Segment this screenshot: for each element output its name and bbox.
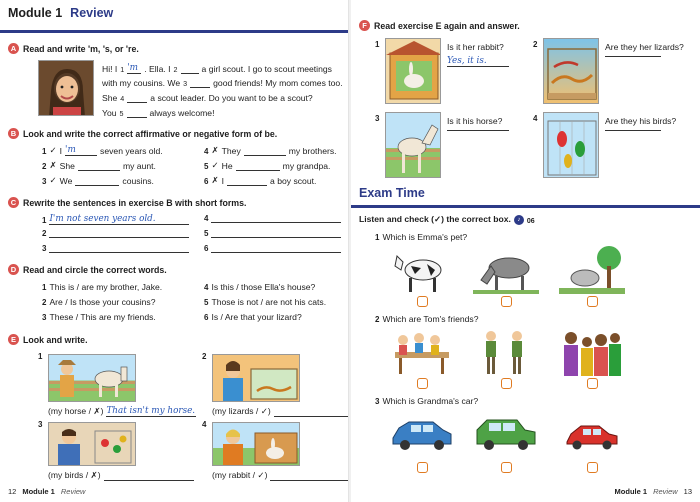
donkey-icon <box>473 244 539 294</box>
donkey-picture <box>473 244 539 294</box>
b-answer-2[interactable] <box>78 170 120 171</box>
blue-car-icon <box>389 408 455 458</box>
scouts-icon <box>473 326 539 376</box>
c-item-5: 5 <box>204 229 341 238</box>
e-item-4: (my rabbit / ✓) <box>212 470 350 481</box>
c-item-6: 6 <box>204 244 341 253</box>
c-item-1: 1 I'm not seven years old. <box>42 214 189 225</box>
exam-q1: 1 Which is Emma's pet? <box>375 232 468 242</box>
section-badge-d: D <box>8 264 19 275</box>
checkbox-q3-b[interactable] <box>501 462 512 473</box>
left-page: Module 1 Review A Read and write 'm, 's, or 're. Hi! I 1 'm . Ella. I 2 a girl scout. I go to scout meetings with my cousins. We 3 good friends! My mom comes too. She 4 a scout leader. Do you want to be a scout? You 5 always welcome! B Look and write the correct affirmative or negative form of be. 1 ✓ I 'm seven years old. 2 ✗ She my aunt. 3 ✓ We cousins. 4 ✗ They my brothers. 5 ✓ He my grandpa. 6 ✗ I a boy scout. C Rewrite the sentences in exercise B with short forms. 1 I'm not seven years old. 2 3 4 5 6 D Read and circle the correct words. 1 This is / are my brother, Jake. 2 Are / Is those your cousins? 3 These / This are my friends. 4 Is this / those Ella's house? 5 Those is not / are not his cats. 6 Is / Are that your lizard? E Look and write. 1 (my horse / ✗) That isn't my horse. 2 (my lizards / ✓) 3 (my birds / ✗) 4 (my rabbit / ✓) 12 Module 1 Review <box>0 0 349 502</box>
goat-icon <box>389 244 455 294</box>
a-line-1: Hi! I 1 'm . Ella. I 2 a girl scout. I go to scout meetings <box>102 63 332 74</box>
lizards-icon <box>213 355 300 402</box>
c-item-3: 3 <box>42 244 189 253</box>
sheep-tree-picture <box>559 244 625 294</box>
birds-picture <box>48 422 136 466</box>
module-label: Module 1 <box>8 6 63 20</box>
e-answer-1[interactable]: That isn't my horse. <box>106 406 196 416</box>
section-badge-c: C <box>8 197 19 208</box>
page-title: Review <box>70 6 114 20</box>
group-people-icon <box>559 326 625 376</box>
section-f <box>359 20 689 31</box>
sheep-tree-icon <box>559 244 625 294</box>
d-item-5[interactable]: 5 Those is not / are not his cats. <box>204 297 327 307</box>
f-answer-2[interactable] <box>605 56 661 57</box>
horse-icon <box>49 355 136 402</box>
a-blank-3[interactable] <box>190 87 210 88</box>
d-item-1[interactable]: 1 This is / are my brother, Jake. <box>42 282 163 292</box>
c-answer-3[interactable] <box>49 252 189 253</box>
hutch-rabbit-icon <box>386 39 441 104</box>
b-item-3: 3 ✓ We cousins. <box>42 175 154 186</box>
f-lizards-picture <box>543 38 599 104</box>
f-answer-3[interactable] <box>447 130 509 131</box>
a-blank-2[interactable] <box>181 73 199 74</box>
instruction-a: Read and write 'm, 's, or 're. <box>23 43 139 54</box>
c-answer-2[interactable] <box>49 237 189 238</box>
audio-icon[interactable]: ♪ <box>514 215 524 225</box>
birds-icon <box>49 423 136 466</box>
green-car-picture <box>473 408 539 458</box>
instruction-f: Read exercise E again and answer. <box>374 20 520 31</box>
d-item-6[interactable]: 6 Is / Are that your lizard? <box>204 312 302 322</box>
section-c <box>8 197 338 208</box>
section-badge-f: F <box>359 20 370 31</box>
c-item-2: 2 <box>42 229 189 238</box>
checkbox-q2-a[interactable] <box>417 378 428 389</box>
a-blank-4[interactable] <box>127 102 147 103</box>
f-birds-picture <box>543 112 599 178</box>
goat-picture <box>389 244 455 294</box>
exam-instruction: Listen and check (✓) the correct box. <box>359 214 511 224</box>
section-badge-a: A <box>8 43 19 54</box>
b-item-5: 5 ✓ He my grandpa. <box>204 160 331 171</box>
page-header <box>0 0 113 26</box>
right-page: F Read exercise E again and answer. 1 Is it her rabbit? Yes, it is. 2 Are they her lizards? 3 Is it his horse? 4 Are they his birds? Exam Time Listen and check (✓) the correct box. ♪ 06 1 Which is Emma's pet? 2 Which are Tom's friends? 3 Which is Grandma's car? Module 1 Review 13 <box>351 0 700 502</box>
f-item-2-question: Are they her lizards? <box>605 42 684 52</box>
e-item-2: (my lizards / ✓) <box>212 406 354 417</box>
c-answer-4[interactable] <box>211 222 341 223</box>
b-answer-4[interactable] <box>244 155 286 156</box>
f-item-2 <box>605 56 661 57</box>
a-blank-5[interactable] <box>127 117 147 118</box>
c-item-4: 4 <box>204 214 341 223</box>
section-e <box>8 334 338 345</box>
red-car-picture <box>559 408 625 458</box>
horse-fence-icon <box>386 113 441 178</box>
page-number-right: 13 <box>683 487 692 496</box>
green-suv-icon <box>473 408 539 458</box>
instruction-e: Look and write. <box>23 334 88 345</box>
d-item-2[interactable]: 2 Are / Is those your cousins? <box>42 297 156 307</box>
checkbox-q1-c[interactable] <box>587 296 598 307</box>
d-item-3[interactable]: 3 These / This are my friends. <box>42 312 156 322</box>
girl-portrait-icon <box>39 61 94 116</box>
f-item-1 <box>447 56 509 67</box>
instruction-b: Look and write the correct affirmative or negative form of be. <box>23 128 278 139</box>
f-horse-picture <box>385 112 441 178</box>
d-item-4[interactable]: 4 Is this / those Ella's house? <box>204 282 316 292</box>
rabbit-picture <box>212 422 300 466</box>
c-answer-1[interactable]: I'm not seven years old. <box>49 214 189 225</box>
checkbox-q3-a[interactable] <box>417 462 428 473</box>
checkbox-q2-c[interactable] <box>587 378 598 389</box>
checkbox-q3-c[interactable] <box>587 462 598 473</box>
c-answer-6[interactable] <box>211 252 341 253</box>
cage-birds-icon <box>544 113 599 178</box>
a-line-2: with my cousins. We 3 good friends! My mom comes too. <box>102 78 343 88</box>
lizards-picture <box>212 354 300 402</box>
red-car-icon <box>559 408 625 458</box>
blue-car-picture <box>389 408 455 458</box>
section-a <box>8 43 338 54</box>
exam-q2: 2 Which are Tom's friends? <box>375 314 479 324</box>
rabbit-icon <box>213 423 300 466</box>
dinner-table-picture <box>389 326 455 376</box>
b-answer-1[interactable]: 'm <box>65 145 97 156</box>
f-item-3 <box>447 130 509 131</box>
section-badge-e: E <box>8 334 19 345</box>
b-answer-3[interactable] <box>75 185 119 186</box>
tank-lizards-icon <box>544 39 599 104</box>
e-answer-3[interactable] <box>104 480 194 481</box>
f-item-4-question: Are they his birds? <box>605 116 677 126</box>
horse-picture <box>48 354 136 402</box>
instruction-c: Rewrite the sentences in exercise B with short forms. <box>23 197 247 208</box>
track-number: 06 <box>526 218 535 225</box>
b-answer-6[interactable] <box>227 185 267 186</box>
f-answer-1[interactable]: Yes, it is. <box>447 56 509 67</box>
e-item-3: (my birds / ✗) <box>48 470 194 481</box>
scouts-picture <box>473 326 539 376</box>
f-item-4 <box>605 130 661 131</box>
f-answer-4[interactable] <box>605 130 661 131</box>
exam-title: Exam Time <box>359 186 425 200</box>
checkbox-q2-b[interactable] <box>501 378 512 389</box>
exam-instruction-row <box>359 214 535 225</box>
checkbox-q1-a[interactable] <box>417 296 428 307</box>
girl-photo <box>38 60 94 116</box>
checkbox-q1-b[interactable] <box>501 296 512 307</box>
a-line-3: She 4 a scout leader. Do you want to be a scout? <box>102 93 313 103</box>
b-item-4: 4 ✗ They my brothers. <box>204 145 337 156</box>
instruction-d: Read and circle the correct words. <box>23 264 167 275</box>
b-answer-5[interactable] <box>236 170 280 171</box>
page-number-left: 12 <box>8 487 17 496</box>
e-answer-4[interactable] <box>270 480 350 481</box>
section-badge-b: B <box>8 128 19 139</box>
b-item-6: 6 ✗ I a boy scout. <box>204 175 317 186</box>
family-dinner-icon <box>389 326 455 376</box>
c-answer-5[interactable] <box>211 237 341 238</box>
f-rabbit-picture <box>385 38 441 104</box>
f-item-3-question: Is it his horse? <box>447 116 503 126</box>
right-footer: Module 1 Review 13 <box>614 487 692 496</box>
exam-rule <box>351 205 700 208</box>
left-footer: 12 Module 1 Review <box>8 487 86 496</box>
section-b <box>8 128 338 139</box>
exam-q3: 3 Which is Grandma's car? <box>375 396 479 406</box>
b-item-2: 2 ✗ She my aunt. <box>42 160 156 171</box>
e-item-1: (my horse / ✗) That isn't my horse. <box>48 406 196 416</box>
a-answer-1[interactable]: 'm <box>127 63 141 74</box>
header-rule <box>0 30 349 33</box>
b-item-1: 1 ✓ I 'm seven years old. <box>42 145 163 156</box>
a-line-4: You 5 always welcome! <box>102 108 215 118</box>
f-item-1-question: Is it her rabbit? <box>447 42 504 52</box>
e-answer-2[interactable] <box>274 416 354 417</box>
section-d <box>8 264 338 275</box>
group-picture <box>559 326 625 376</box>
